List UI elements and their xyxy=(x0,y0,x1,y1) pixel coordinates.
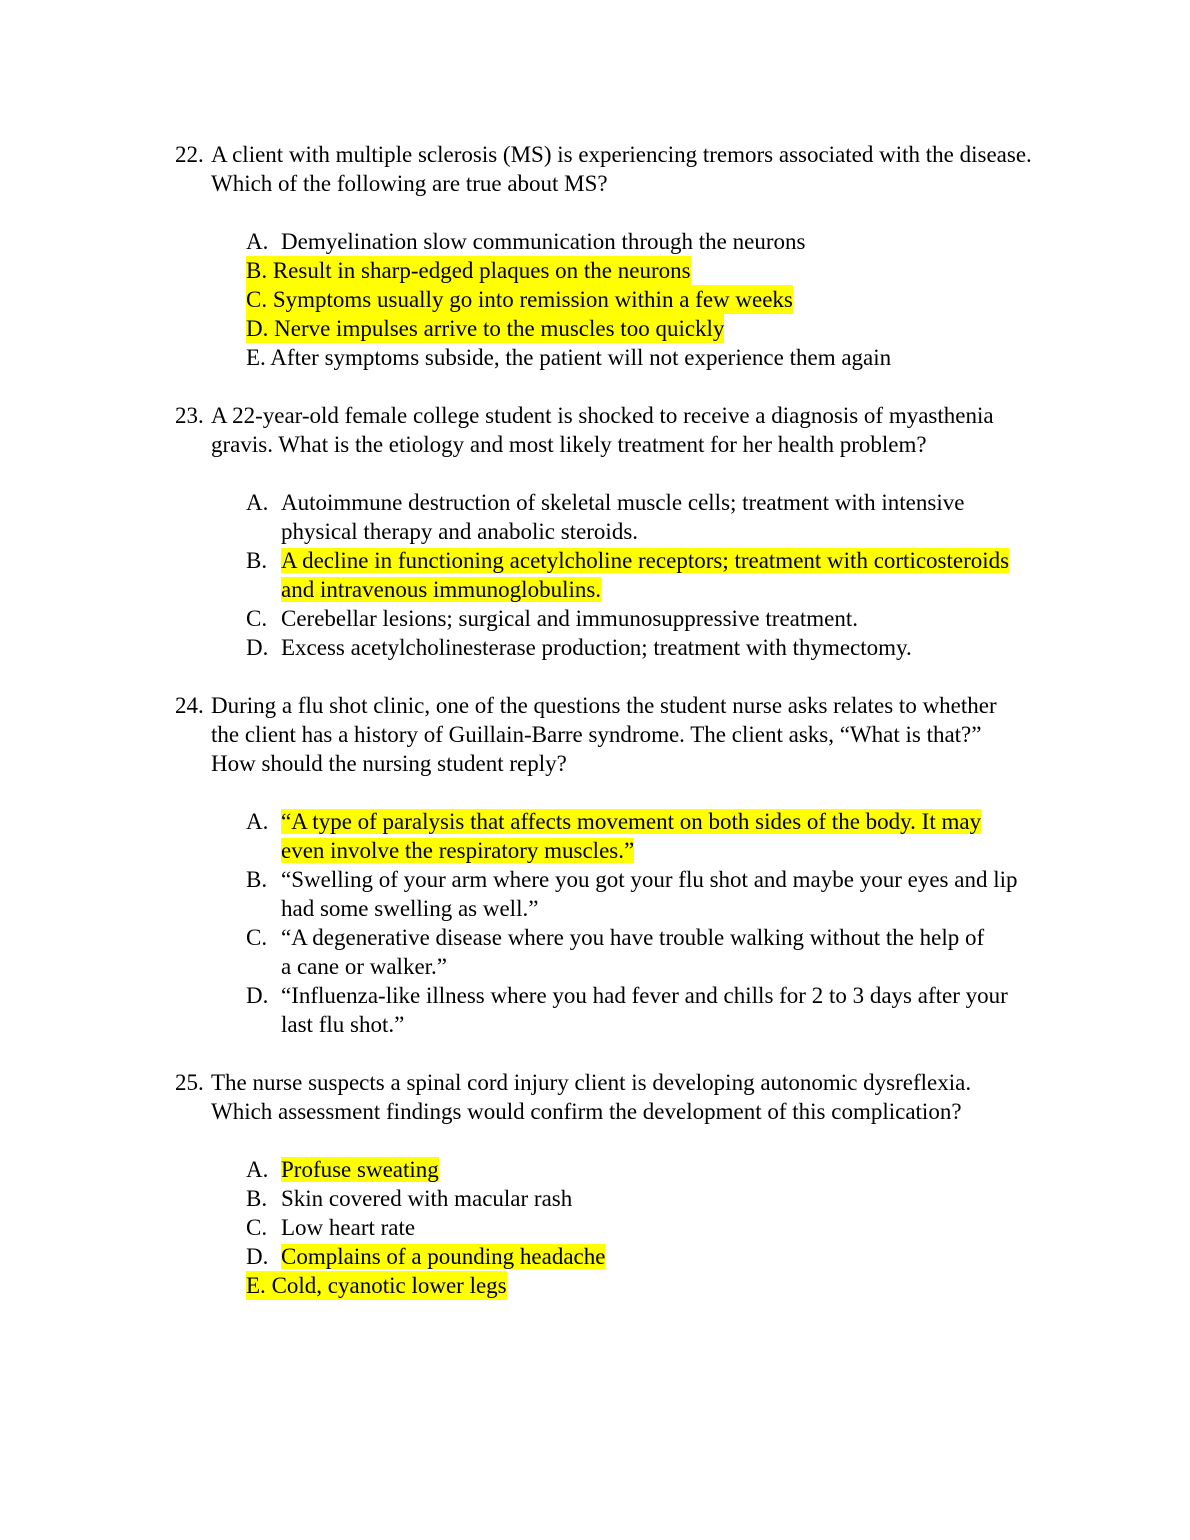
answer-option-b xyxy=(0,865,1190,894)
answer-option-b xyxy=(0,575,1190,604)
option-letter: D. xyxy=(246,983,269,1008)
question-line xyxy=(0,1097,1190,1126)
option-text xyxy=(281,923,984,952)
option-letter: D. xyxy=(246,316,269,341)
option-letter: C. xyxy=(246,287,268,312)
answer-option-c xyxy=(0,923,1190,952)
option-letter: B. xyxy=(246,548,268,573)
option-text: Symptoms usually go into remission within a few weeks xyxy=(272,287,793,312)
option-letter: B. xyxy=(246,867,268,892)
question-number: 23. xyxy=(175,403,204,428)
answer-option-b xyxy=(0,894,1190,923)
question-line xyxy=(0,720,1190,749)
question-line xyxy=(0,169,1190,198)
answer-option-a xyxy=(0,488,1190,517)
option-letter: A. xyxy=(246,809,269,834)
option-text-content: Low heart rate xyxy=(281,1215,416,1240)
question-line xyxy=(0,401,1190,430)
question-text: A 22-year-old female college student is shocked to receive a diagnosis of myasthenia xyxy=(211,403,994,428)
option-text xyxy=(281,1242,605,1271)
question-25 xyxy=(0,1068,1190,1300)
answer-option-d xyxy=(0,314,1190,343)
option-letter: C. xyxy=(246,606,268,631)
answer-option-b xyxy=(0,256,1190,285)
question-text: Which of the following are true about MS? xyxy=(211,171,608,196)
option-content xyxy=(246,256,691,285)
option-letter: B. xyxy=(246,258,268,283)
answer-option-b xyxy=(0,546,1190,575)
option-text xyxy=(281,1213,415,1242)
question-text: gravis. What is the etiology and most likely treatment for her health problem? xyxy=(211,432,927,457)
option-text-content: and intravenous immunoglobulins. xyxy=(281,577,602,602)
option-text: After symptoms subside, the patient will not experience them again xyxy=(270,345,892,370)
option-letter: A. xyxy=(246,1157,269,1182)
question-line xyxy=(0,1068,1190,1097)
option-text xyxy=(281,1010,404,1039)
option-letter: A. xyxy=(246,229,269,254)
question-text: The nurse suspects a spinal cord injury client is developing autonomic dysreflexia. xyxy=(211,1070,972,1095)
answer-option-a xyxy=(0,807,1190,836)
question-text: Which assessment findings would confirm the development of this complication? xyxy=(211,1099,962,1124)
question-23 xyxy=(0,401,1190,662)
answer-option-d xyxy=(0,1010,1190,1039)
option-text xyxy=(281,575,601,604)
option-text xyxy=(281,633,912,662)
answer-option-a xyxy=(0,836,1190,865)
option-text-content: “A degenerative disease where you have trouble walking without the help of xyxy=(281,925,985,950)
answer-option-c xyxy=(0,285,1190,314)
answer-option-d xyxy=(0,633,1190,662)
question-line xyxy=(0,140,1190,169)
question-text: A client with multiple sclerosis (MS) is experiencing tremors associated with the disease. xyxy=(211,142,1032,167)
option-text: Result in sharp-edged plaques on the neurons xyxy=(272,258,691,283)
option-text xyxy=(281,546,1009,575)
answer-options xyxy=(0,488,1190,662)
answer-option-d xyxy=(0,1242,1190,1271)
option-text-content: even involve the respiratory muscles.” xyxy=(281,838,635,863)
option-text xyxy=(281,1155,439,1184)
option-text-content: Profuse sweating xyxy=(281,1157,439,1182)
option-letter: B. xyxy=(246,1186,268,1211)
option-letter: D. xyxy=(246,1244,269,1269)
answer-options xyxy=(0,227,1190,372)
option-text: Cold, cyanotic lower legs xyxy=(271,1273,507,1298)
question-text: How should the nursing student reply? xyxy=(211,751,567,776)
option-text xyxy=(281,1184,572,1213)
option-content xyxy=(246,1271,507,1300)
answer-option-a xyxy=(0,227,1190,256)
answer-option-a xyxy=(0,1155,1190,1184)
question-number: 25. xyxy=(175,1070,204,1095)
option-text xyxy=(281,836,634,865)
answer-option-b xyxy=(0,1184,1190,1213)
option-letter: E. xyxy=(246,1273,266,1298)
option-text xyxy=(281,952,447,981)
question-22 xyxy=(0,140,1190,372)
answer-option-d xyxy=(0,981,1190,1010)
answer-option-a xyxy=(0,517,1190,546)
option-letter: C. xyxy=(246,1215,268,1240)
option-letter: D. xyxy=(246,635,269,660)
option-text xyxy=(281,865,1017,894)
question-24 xyxy=(0,691,1190,1039)
option-text xyxy=(281,488,964,517)
question-text: the client has a history of Guillain-Barre syndrome. The client asks, “What is that?” xyxy=(211,722,982,747)
answer-options xyxy=(0,807,1190,1039)
option-content xyxy=(246,314,724,343)
option-text-content: Autoimmune destruction of skeletal muscle cells; treatment with intensive xyxy=(281,490,965,515)
answer-option-e xyxy=(0,1271,1190,1300)
question-text: During a flu shot clinic, one of the questions the student nurse asks relates to whether xyxy=(211,693,997,718)
option-text-content: physical therapy and anabolic steroids. xyxy=(281,519,639,544)
option-letter: C. xyxy=(246,925,268,950)
option-text-content: Skin covered with macular rash xyxy=(281,1186,573,1211)
question-number: 24. xyxy=(175,693,204,718)
option-text xyxy=(281,604,858,633)
option-content xyxy=(246,285,793,314)
option-content xyxy=(246,343,891,372)
answer-option-c xyxy=(0,604,1190,633)
option-text xyxy=(281,227,805,256)
option-text-content: Cerebellar lesions; surgical and immunosuppressive treatment. xyxy=(281,606,858,631)
question-number: 22. xyxy=(175,142,204,167)
option-text-content: Complains of a pounding headache xyxy=(281,1244,606,1269)
answer-options xyxy=(0,1155,1190,1300)
question-line xyxy=(0,691,1190,720)
document-page xyxy=(0,140,1190,1329)
option-text xyxy=(281,807,981,836)
option-text-content: “A type of paralysis that affects movement on both sides of the body. It may xyxy=(281,809,982,834)
answer-option-e xyxy=(0,343,1190,372)
option-letter: E. xyxy=(246,345,266,370)
option-text: Nerve impulses arrive to the muscles too quickly xyxy=(274,316,725,341)
question-line xyxy=(0,430,1190,459)
option-text-content: last flu shot.” xyxy=(281,1012,405,1037)
option-text-content: “Influenza-like illness where you had fever and chills for 2 to 3 days after your xyxy=(281,983,1008,1008)
question-line xyxy=(0,749,1190,778)
option-text xyxy=(281,981,1008,1010)
option-text-content: Demyelination slow communication through the neurons xyxy=(281,229,806,254)
option-text-content: “Swelling of your arm where you got your flu shot and maybe your eyes and lip xyxy=(281,867,1018,892)
option-text xyxy=(281,894,538,923)
option-letter: A. xyxy=(246,490,269,515)
option-text-content: Excess acetylcholinesterase production; treatment with thymectomy. xyxy=(281,635,912,660)
option-text xyxy=(281,517,638,546)
answer-option-c xyxy=(0,1213,1190,1242)
option-text-content: a cane or walker.” xyxy=(281,954,448,979)
answer-option-c xyxy=(0,952,1190,981)
option-text-content: had some swelling as well.” xyxy=(281,896,539,921)
option-text-content: A decline in functioning acetylcholine receptors; treatment with corticosteroids xyxy=(281,548,1010,573)
